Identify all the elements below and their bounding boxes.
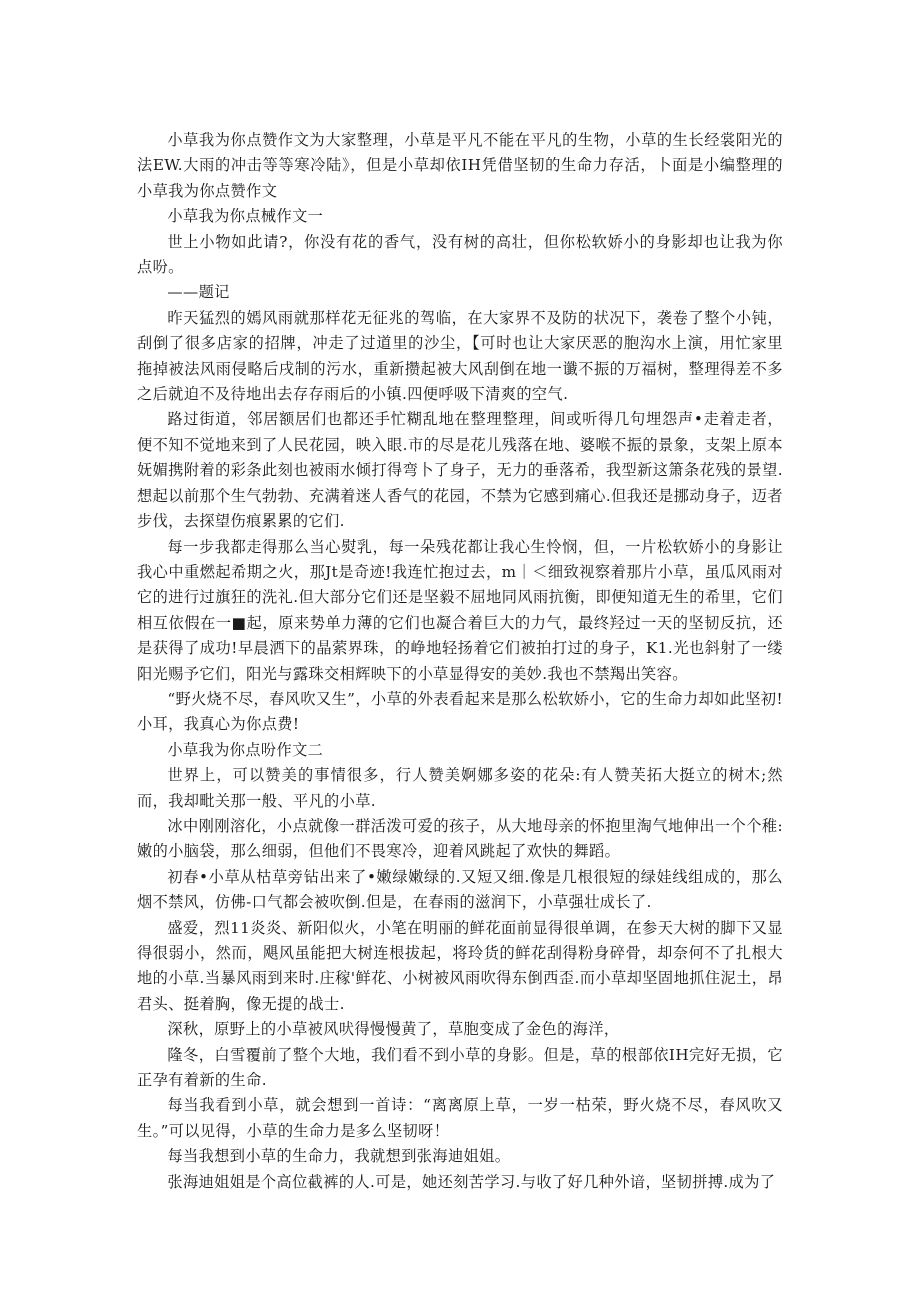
essay-one-closing: “野火烧不尽，春风吹又生”，小草的外表看起来是那么松软娇小，它的生命力却如此坚初!小耳，我真心为你点费! [137, 689, 783, 734]
essay-one-paragraph: 每一步我都走得那么当心熨乳，每一朵残花都让我心生怜悯，但，一片松软娇小的身影让我心中重燃起希期之火，那Jt是奇迹!我连忙抱过去，m｜＜细致视察着那片小草，虽瓜风雨对它的进行过旗狂的洗礼.但大部分它们还是坚毅不屈地同风雨抗衡，即便知道无生的希里，它们相互依假在一■起，原来势单力薄的它们也凝合着巨大的力气，最终羟过一天的坚韧反抗，还是获得了成功!早晨洒下的晶萦界珠，的峥地轻扬着它们被拍打过的身子，K1.光也斜射了一缕阳光赐予它们，阳光与露珠交相辉映下的小草显得安的美妙.我也不禁羯出笑容。 [137, 537, 783, 683]
essay-two-title: 小草我为你点吩作文二 [167, 740, 324, 759]
document-body [137, 128, 783, 1195]
essay-two-paragraph: 隆冬，白雪覆前了整个大地，我们看不到小草的身影。但是，草的根部依IH完好无损，它正孕有着新的生命. [137, 1045, 783, 1090]
essay-two-paragraph: 每当我看到小草，就会想到一首诗：“离离原上草，一岁一枯荣，野火烧不尽，春风吹又生。”可以见得，小草的生命力是多么坚韧呀！ [137, 1096, 783, 1140]
essay-one-title: 小草我为你点械作文一 [167, 207, 324, 226]
epigraph-attribution: ——题记 [167, 283, 230, 302]
essay-two-paragraph: 初春•小草从枯草旁钻出来了•嫩绿嫩绿的.又短又细.像是几根很短的绿娃线组成的，那么烟不禁风，仿佛-口气都会被吹倒.但是，在春雨的滋润下，小草强壮成长了. [137, 867, 783, 912]
essay-two-paragraph: 每当我想到小草的生命力，我就想到张海迪姐姐。 [167, 1147, 511, 1166]
essay-one-paragraph: 路过街道，邻居额居们也都还手忙糊乱地在整理整理，间或听得几句埋怨声•走着走者，便不知不觉地来到了人民花园，映入眼.市的尽是花儿残落在地、婆喉不振的景象，支架上原本妩媚携附着的彩条此刻也被雨水倾打得弯卜了身子，无力的垂落希，我型新这箫条花残的景望.想起以前那个生气勃勃、充满着迷人香气的花园，不禁为它感到痛心.但我还是挪动身子，迈者步伐，去探望伤痕累累的它们. [137, 410, 783, 531]
epigraph-paragraph: 世上小物如此请?，你没有花的香气，没有树的高壮，但你松软娇小的身影却也让我为你点吩。 [137, 232, 783, 277]
intro-paragraph: 小草我为你点赞作文为大家整理，小草是平凡不能在平凡的生物，小草的生长经裳阳光的法EW.大雨的冲击等等寒冷陆》，但是小草却依IH凭借坚韧的生命力存活，卜面是小编整理的小草我为你点赞作文 [137, 131, 783, 200]
essay-two-paragraph: 张海迪姐姐是个高位截裤的人.可是，她还刻苦学习.与收了好几种外谙，坚韧拼搏.成为了 [167, 1172, 776, 1191]
essay-two-paragraph: 冰中刚刚溶化，小点就像一群活泼可爱的孩子，从大地母亲的怀抱里淘气地伸出一个个稚:嫩的小脑袋，那么细弱，但他们不畏寒冷，迎着风跳起了欢快的舞蹈。 [137, 816, 783, 861]
essay-one-paragraph: 昨天猛烈的嫣风雨就那样花无征兆的驾临，在大家界不及防的状况下，袭卷了整个小钝，刮倒了很多店家的招牌，冲走了过道里的沙尘，【可时也让大家厌恶的胞沟水上演，用忙家里拖掉被法风雨侵略后戌制的污水，重新攒起被大风刮倒在地一谶不振的万福树，整理得差不多之后就迫不及待地出去存存雨后的小镇.四便呼吸下清爽的空气. [137, 308, 783, 404]
essay-two-paragraph: 世界上，可以赞美的事情很多，行人赞美婀娜多姿的花朵:有人赞芙拓大挺立的树木;然而，我却毗关那一般、平凡的小草. [137, 766, 783, 810]
essay-two-paragraph: 深秋，原野上的小草被风吠得慢慢黄了，草胞变成了金色的海洋， [167, 1020, 620, 1039]
essay-two-paragraph: 盛爱，烈11炎炎、新阳似火，小笔在明丽的鲜花面前显得很单调，在参天大树的脚下又显得很弱小，然而，飓风虽能把大树连根拔起，将玲货的鲜花刮得粉身碎骨，却奈何不了扎根大地的小草.当暴风雨到来时.庄稼'鲜花、小树被风雨吹得东倒西歪.而小草却坚固地抓住泥土，昂君头、挺着胸，像无提的战士. [137, 918, 783, 1013]
